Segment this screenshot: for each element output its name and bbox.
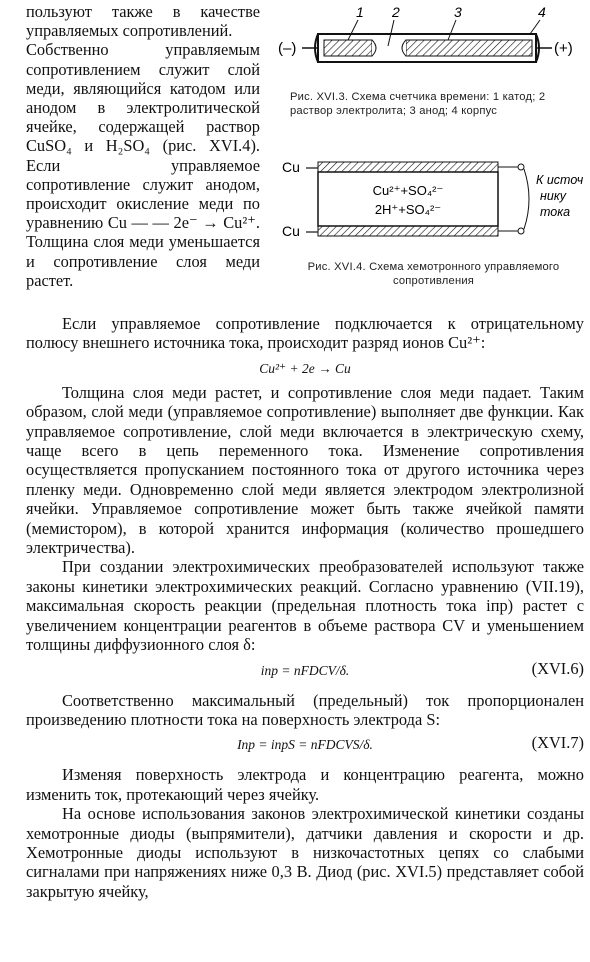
left-line-1: пользуют также в качестве управляемых сопротивлений. [26,2,260,41]
ions-line-2: 2H⁺+SO₄²⁻ [374,202,442,217]
equation-xvi-7 [26,731,584,757]
paragraph-3: При создании электрохимических преобразователей используют также законы кинетики электрохимических реакций. Согласно уравнению (VII.19), максимальная скорость реакции (предельная плотность тока iпр) растет с увеличением концентрации реагентов в объеме раствора CV и уменьшением толщины диффузионного слоя δ: [26,557,584,655]
label-3: 3 [454,4,462,20]
label-2: 2 [392,4,400,20]
source-label-3: тока [540,205,571,219]
top-section [0,0,590,312]
figure-4-caption: Рис. XVI.4. Схема хемотронного управляемого сопротивления [307,261,560,287]
equation-cu-discharge [26,355,584,381]
paragraph-2: Толщина слоя меди растет, и сопротивление слоя меди падает. Таким образом, слой меди (управляемое сопротивление) выполняет две функции. Как управляемое сопротивление, слой меди включается в электрическую схему, чаще всего в цепь переменного тока. Изменение сопротивления осуществляется пропусканием постоянного тока от другого источника через пленку меди. Одновременно слой меди является электродом электролизной ячейки. Управляемое сопротивление может быть также ячейкой памяти (мемистором), в которой хранится информация (количество прошедшего электричества). [26,382,584,558]
figure-3-caption: Рис. XVI.3. Схема счетчика времени: 1 катод; 2 раствор электролита; 3 анод; 4 корпус [290,91,546,117]
equation-1: Cu²⁺ + 2e → Cu [259,360,351,376]
cathode [324,40,372,56]
figure-xvi-4 [278,150,583,290]
chemotronic-resistor-diagram [278,150,583,255]
equation-2: iпр = nFDCV/δ. [260,662,350,678]
ions-line-1: Cu²⁺+SO₄²⁻ [372,183,444,198]
paragraph-1: Если управляемое сопротивление подключается к отрицательному полюсу внешнего источника тока, происходит разряд ионов Cu²⁺: [26,314,584,353]
equation-2-number: (XVI.6) [531,658,584,678]
copper-layer-top [318,162,498,172]
label-4: 4 [538,4,546,20]
plus-terminal: (+) [554,40,573,57]
equation-3: Iпр = iпрS = nFDCVS/δ. [237,737,373,753]
equation-3-number: (XVI.7) [531,733,584,753]
paragraph-4: Соответственно максимальный (предельный) ток пропорционален произведению плотности тока на поверхность электрода S: [26,690,584,729]
left-column-text [26,2,260,290]
source-label-2: нику [540,189,566,203]
cu-top-label: Cu [282,159,300,175]
minus-terminal: (–) [278,40,297,57]
label-1: 1 [356,4,364,20]
copper-layer-bottom [318,226,498,236]
figure-xvi-3 [278,2,583,130]
source-label-1: К источ- [536,173,583,187]
cu-bottom-label: Cu [282,223,300,239]
anode [406,40,532,56]
equation-xvi-6 [26,657,584,683]
paragraph-5: Изменяя поверхность электрода и концентрацию реагента, можно изменить ток, протекающий через ячейку. [26,765,584,804]
time-counter-diagram [278,2,583,90]
left-line-2: Собственно управляемым сопротивлением служит слой меди, являющийся катодом или анодом в электролитической ячейке, содержащей раствор CuSO₄ и H₂SO₄ (рис. XVI.4). Если управляемое сопротивление служит анодом, происходит окисление меди по уравнению Cu — — 2e⁻ → Cu²⁺. Толщина слоя меди уменьшается и сопротивление слоя меди растет. [26,40,260,290]
paragraph-6: На основе использования законов электрохимической кинетики созданы хемотронные диоды (выпрямители), датчики давления и скорости и др. Хемотронные диоды используют в низкочастотных цепях со слабыми сигналами при напряжениях ниже 0,3 В. Диод (рис. XVI.5) представляет собой закрытую ячейку, [26,804,584,901]
main-text [26,314,584,901]
